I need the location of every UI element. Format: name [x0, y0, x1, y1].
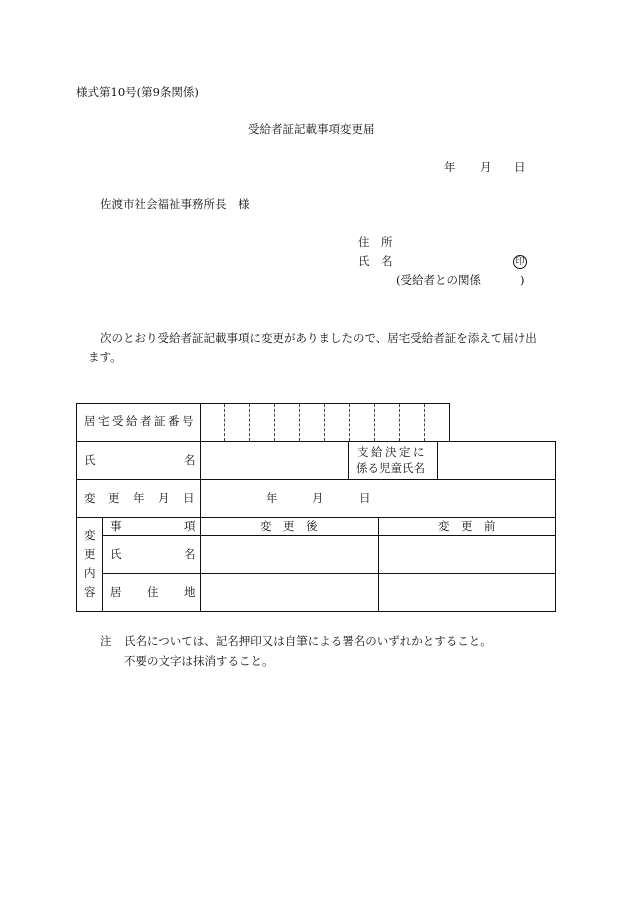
address-before-field[interactable]	[379, 574, 555, 611]
change-date-char-4: 月	[158, 491, 170, 505]
change-date-char-2: 更	[108, 491, 120, 505]
addressee: 佐渡市社会福祉事務所長 様	[100, 197, 250, 211]
cert-number-label: 居宅受給者証番号	[84, 414, 196, 428]
change-date-char-3: 年	[133, 491, 145, 505]
note-line-2: 不要の文字は抹消すること。	[124, 654, 274, 668]
child-name-field[interactable]	[438, 442, 555, 479]
relation-label: (受給者との関係	[396, 273, 481, 287]
page-title: 受給者証記載事項変更届	[248, 122, 375, 136]
change-date-month: 月	[312, 491, 324, 505]
content-label-3: 内	[84, 566, 96, 580]
name-row-left: 氏	[84, 453, 96, 467]
address-label: 住 所	[358, 235, 393, 249]
seal-mark: 印	[513, 255, 527, 269]
name-before-field[interactable]	[379, 536, 555, 573]
child-label-1: 支給決定に	[357, 445, 427, 459]
content-label-1: 変	[84, 528, 96, 542]
change-date-year: 年	[266, 491, 278, 505]
change-date-char-5: 日	[183, 491, 195, 505]
date-year: 年	[444, 160, 456, 174]
note-label: 注	[100, 634, 112, 648]
body-line-2: ます。	[88, 350, 122, 364]
row-address-2: 住	[147, 585, 159, 599]
cert-number-field[interactable]	[201, 404, 449, 441]
after-header: 変 更 後	[260, 519, 318, 533]
date-day: 日	[514, 160, 526, 174]
content-label-2: 更	[84, 547, 96, 561]
item-header-right: 項	[184, 519, 196, 533]
name-after-field[interactable]	[201, 536, 378, 573]
date-month: 月	[480, 160, 492, 174]
name-label: 氏 名	[358, 254, 393, 268]
before-header: 変 更 前	[438, 519, 496, 533]
name-row-right: 名	[184, 453, 196, 467]
row-name-right: 名	[184, 547, 196, 561]
content-label-4: 容	[84, 585, 96, 599]
recipient-name-field[interactable]	[201, 442, 348, 479]
form-number: 様式第10号(第9条関係)	[76, 85, 199, 99]
row-name-left: 氏	[110, 547, 122, 561]
body-line-1: 次のとおり受給者証記載事項に変更がありましたので、居宅受給者証を添えて届け出	[100, 331, 537, 345]
child-label-2: 係る児童氏名	[356, 461, 425, 475]
relation-close: )	[520, 273, 525, 287]
row-address-1: 居	[110, 585, 122, 599]
row-address-3: 地	[184, 585, 196, 599]
change-date-day: 日	[359, 491, 371, 505]
note-line-1: 氏名については、記名押印又は自筆による署名のいずれかとすること。	[124, 634, 492, 648]
item-header-left: 事	[110, 519, 122, 533]
address-after-field[interactable]	[201, 574, 378, 611]
change-date-char-1: 変	[84, 491, 96, 505]
